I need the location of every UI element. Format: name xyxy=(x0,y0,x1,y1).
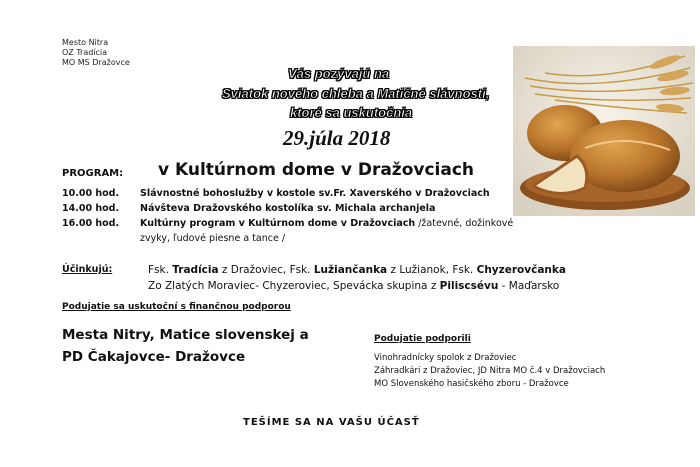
event-date: 29.júla 2018 xyxy=(283,126,391,150)
program-label: PROGRAM: xyxy=(62,168,124,179)
performers-line-2: Zo Zlatých Moraviec- Chyzeroviec, Spevácka skupina z Piliscsévu - Maďarsko xyxy=(148,280,560,292)
closing-message: TEŠÍME SA NA VAŠU ÚČASŤ xyxy=(243,417,420,428)
invitation-line-1: Vás pozývajú na xyxy=(288,66,390,81)
performer-name: Tradícia xyxy=(172,264,219,276)
bread-illustration xyxy=(505,38,695,218)
program-time: 14.00 hod. xyxy=(62,203,120,214)
organizer-3: MO MS Dražovce xyxy=(62,58,130,67)
supporter-item: Vinohradnícky spolok z Dražoviec xyxy=(374,353,517,363)
venue-title: v Kultúrnom dome v Dražovciach xyxy=(158,160,475,180)
supporters-label: Podujatie podporili xyxy=(374,334,471,344)
invitation-line-2: Sviatok nového chleba a Matičné slávnosti, xyxy=(222,86,490,101)
supporter-item: Záhradkári z Dražoviec, JD Nitra MO č.4 v Dražovciach xyxy=(374,366,606,376)
invitation-line-3: ktoré sa uskutočnia xyxy=(290,105,413,120)
program-event xyxy=(140,218,513,229)
program-event: Návšteva Dražovského kostolíka sv. Michala archanjela xyxy=(140,203,436,214)
organizer-2: OZ Tradícia xyxy=(62,48,108,57)
performer-name: Chyzerovčanka xyxy=(476,264,566,276)
program-event-continued: zvyky, ľudové piesne a tance / xyxy=(140,233,286,244)
performers-line-1: Fsk. Tradícia z Dražoviec, Fsk. Lužiančanka z Lužianok, Fsk. Chyzerovčanka xyxy=(148,264,566,276)
program-event-main: Kultúrny program v Kultúrnom dome v Dražovciach xyxy=(140,218,416,229)
funding-line-2: PD Čakajovce- Dražovce xyxy=(62,349,246,365)
performer-name: Lužiančanka xyxy=(313,264,388,276)
organizer-1: Mesto Nitra xyxy=(62,38,109,47)
funding-line-1: Mesta Nitry, Matice slovenskej a xyxy=(62,327,309,343)
supporter-item: MO Slovenského hasičského zboru - Dražovce xyxy=(374,379,569,389)
program-event-note: /žatevné, dožinkové xyxy=(415,218,514,229)
performer-name: Piliscsévu xyxy=(439,280,499,292)
program-time: 10.00 hod. xyxy=(62,188,120,199)
program-event: Slávnostné bohoslužby v kostole sv.Fr. Xaverského v Dražovciach xyxy=(140,188,490,199)
program-time: 16.00 hod. xyxy=(62,218,120,229)
funding-label: Podujatie sa uskutoční s finančnou podporou xyxy=(62,302,291,312)
performers-label: Účinkujú: xyxy=(62,264,113,275)
